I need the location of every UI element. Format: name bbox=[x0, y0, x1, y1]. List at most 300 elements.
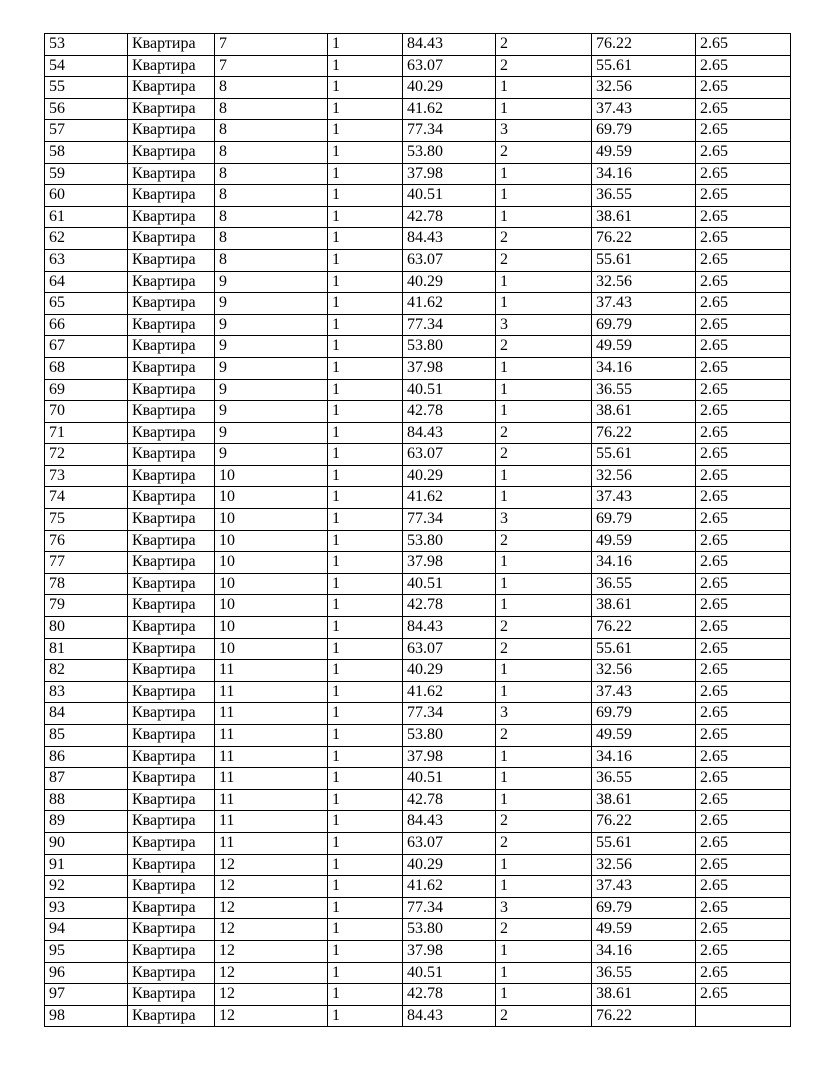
total-area-cell: 40.29 bbox=[403, 660, 496, 682]
table-row bbox=[45, 379, 791, 401]
row-number-cell: 85 bbox=[45, 725, 128, 747]
table-row bbox=[45, 962, 791, 984]
ceiling-height-cell: 2.65 bbox=[696, 55, 791, 77]
entrance-cell: 1 bbox=[328, 660, 403, 682]
living-area-cell: 38.61 bbox=[592, 789, 696, 811]
entrance-cell: 1 bbox=[328, 681, 403, 703]
rooms-count-cell: 1 bbox=[496, 660, 592, 682]
entrance-cell: 1 bbox=[328, 34, 403, 56]
rooms-count-cell: 1 bbox=[496, 768, 592, 790]
table-row bbox=[45, 746, 791, 768]
entrance-cell: 1 bbox=[328, 422, 403, 444]
ceiling-height-cell: 2.65 bbox=[696, 768, 791, 790]
object-type-cell: Квартира bbox=[128, 530, 215, 552]
row-number-cell: 65 bbox=[45, 293, 128, 315]
rooms-count-cell: 2 bbox=[496, 832, 592, 854]
living-area-cell: 36.55 bbox=[592, 768, 696, 790]
entrance-cell: 1 bbox=[328, 249, 403, 271]
living-area-cell: 69.79 bbox=[592, 897, 696, 919]
living-area-cell: 37.43 bbox=[592, 681, 696, 703]
entrance-cell: 1 bbox=[328, 573, 403, 595]
object-type-cell: Квартира bbox=[128, 1005, 215, 1027]
row-number-cell: 75 bbox=[45, 509, 128, 531]
ceiling-height-cell: 2.65 bbox=[696, 638, 791, 660]
entrance-cell: 1 bbox=[328, 789, 403, 811]
object-type-cell: Квартира bbox=[128, 336, 215, 358]
object-type-cell: Квартира bbox=[128, 573, 215, 595]
total-area-cell: 40.51 bbox=[403, 379, 496, 401]
object-type-cell: Квартира bbox=[128, 228, 215, 250]
floor-cell: 12 bbox=[215, 876, 328, 898]
total-area-cell: 42.78 bbox=[403, 206, 496, 228]
total-area-cell: 41.62 bbox=[403, 876, 496, 898]
object-type-cell: Квартира bbox=[128, 617, 215, 639]
ceiling-height-cell: 2.65 bbox=[696, 617, 791, 639]
rooms-count-cell: 1 bbox=[496, 595, 592, 617]
living-area-cell: 34.16 bbox=[592, 746, 696, 768]
entrance-cell: 1 bbox=[328, 617, 403, 639]
rooms-count-cell: 2 bbox=[496, 422, 592, 444]
rooms-count-cell: 1 bbox=[496, 98, 592, 120]
living-area-cell: 32.56 bbox=[592, 77, 696, 99]
rooms-count-cell: 2 bbox=[496, 1005, 592, 1027]
table-row bbox=[45, 681, 791, 703]
object-type-cell: Квартира bbox=[128, 832, 215, 854]
floor-cell: 10 bbox=[215, 552, 328, 574]
ceiling-height-cell: 2.65 bbox=[696, 487, 791, 509]
living-area-cell: 34.16 bbox=[592, 552, 696, 574]
object-type-cell: Квартира bbox=[128, 962, 215, 984]
living-area-cell: 49.59 bbox=[592, 530, 696, 552]
row-number-cell: 69 bbox=[45, 379, 128, 401]
living-area-cell: 55.61 bbox=[592, 249, 696, 271]
entrance-cell: 1 bbox=[328, 465, 403, 487]
table-row bbox=[45, 940, 791, 962]
row-number-cell: 62 bbox=[45, 228, 128, 250]
table-row bbox=[45, 725, 791, 747]
row-number-cell: 92 bbox=[45, 876, 128, 898]
total-area-cell: 40.51 bbox=[403, 573, 496, 595]
total-area-cell: 41.62 bbox=[403, 98, 496, 120]
entrance-cell: 1 bbox=[328, 487, 403, 509]
living-area-cell: 55.61 bbox=[592, 444, 696, 466]
row-number-cell: 68 bbox=[45, 357, 128, 379]
ceiling-height-cell: 2.65 bbox=[696, 357, 791, 379]
row-number-cell: 86 bbox=[45, 746, 128, 768]
table-row bbox=[45, 444, 791, 466]
floor-cell: 10 bbox=[215, 487, 328, 509]
table-row bbox=[45, 876, 791, 898]
object-type-cell: Квартира bbox=[128, 638, 215, 660]
row-number-cell: 88 bbox=[45, 789, 128, 811]
ceiling-height-cell: 2.65 bbox=[696, 746, 791, 768]
rooms-count-cell: 2 bbox=[496, 919, 592, 941]
total-area-cell: 77.34 bbox=[403, 314, 496, 336]
living-area-cell: 69.79 bbox=[592, 509, 696, 531]
living-area-cell: 76.22 bbox=[592, 617, 696, 639]
rooms-count-cell: 1 bbox=[496, 789, 592, 811]
ceiling-height-cell: 2.65 bbox=[696, 509, 791, 531]
living-area-cell: 36.55 bbox=[592, 379, 696, 401]
ceiling-height-cell: 2.65 bbox=[696, 336, 791, 358]
table-row bbox=[45, 552, 791, 574]
total-area-cell: 37.98 bbox=[403, 746, 496, 768]
total-area-cell: 84.43 bbox=[403, 228, 496, 250]
floor-cell: 8 bbox=[215, 141, 328, 163]
living-area-cell: 38.61 bbox=[592, 206, 696, 228]
row-number-cell: 90 bbox=[45, 832, 128, 854]
rooms-count-cell: 1 bbox=[496, 163, 592, 185]
object-type-cell: Квартира bbox=[128, 422, 215, 444]
entrance-cell: 1 bbox=[328, 919, 403, 941]
total-area-cell: 37.98 bbox=[403, 940, 496, 962]
object-type-cell: Квартира bbox=[128, 379, 215, 401]
floor-cell: 12 bbox=[215, 940, 328, 962]
ceiling-height-cell: 2.65 bbox=[696, 552, 791, 574]
row-number-cell: 91 bbox=[45, 854, 128, 876]
entrance-cell: 1 bbox=[328, 55, 403, 77]
floor-cell: 12 bbox=[215, 1005, 328, 1027]
floor-cell: 12 bbox=[215, 984, 328, 1006]
object-type-cell: Квартира bbox=[128, 595, 215, 617]
row-number-cell: 81 bbox=[45, 638, 128, 660]
floor-cell: 11 bbox=[215, 703, 328, 725]
row-number-cell: 73 bbox=[45, 465, 128, 487]
floor-cell: 7 bbox=[215, 34, 328, 56]
living-area-cell: 34.16 bbox=[592, 357, 696, 379]
entrance-cell: 1 bbox=[328, 984, 403, 1006]
rooms-count-cell: 2 bbox=[496, 141, 592, 163]
ceiling-height-cell: 2.65 bbox=[696, 984, 791, 1006]
ceiling-height-cell: 2.65 bbox=[696, 832, 791, 854]
entrance-cell: 1 bbox=[328, 746, 403, 768]
ceiling-height-cell bbox=[696, 1005, 791, 1027]
entrance-cell: 1 bbox=[328, 163, 403, 185]
table-row bbox=[45, 897, 791, 919]
rooms-count-cell: 2 bbox=[496, 336, 592, 358]
table-row bbox=[45, 422, 791, 444]
ceiling-height-cell: 2.65 bbox=[696, 120, 791, 142]
table-row bbox=[45, 336, 791, 358]
total-area-cell: 40.51 bbox=[403, 185, 496, 207]
ceiling-height-cell: 2.65 bbox=[696, 530, 791, 552]
table-row bbox=[45, 811, 791, 833]
floor-cell: 9 bbox=[215, 401, 328, 423]
floor-cell: 12 bbox=[215, 854, 328, 876]
total-area-cell: 37.98 bbox=[403, 552, 496, 574]
floor-cell: 9 bbox=[215, 422, 328, 444]
rooms-count-cell: 1 bbox=[496, 379, 592, 401]
object-type-cell: Квартира bbox=[128, 444, 215, 466]
row-number-cell: 70 bbox=[45, 401, 128, 423]
floor-cell: 9 bbox=[215, 379, 328, 401]
table-row bbox=[45, 271, 791, 293]
total-area-cell: 40.29 bbox=[403, 271, 496, 293]
floor-cell: 8 bbox=[215, 228, 328, 250]
rooms-count-cell: 1 bbox=[496, 77, 592, 99]
table-row bbox=[45, 789, 791, 811]
entrance-cell: 1 bbox=[328, 552, 403, 574]
ceiling-height-cell: 2.65 bbox=[696, 228, 791, 250]
living-area-cell: 36.55 bbox=[592, 573, 696, 595]
table-row bbox=[45, 919, 791, 941]
object-type-cell: Квартира bbox=[128, 811, 215, 833]
living-area-cell: 69.79 bbox=[592, 120, 696, 142]
table-row bbox=[45, 984, 791, 1006]
table-row bbox=[45, 249, 791, 271]
ceiling-height-cell: 2.65 bbox=[696, 249, 791, 271]
ceiling-height-cell: 2.65 bbox=[696, 185, 791, 207]
ceiling-height-cell: 2.65 bbox=[696, 141, 791, 163]
entrance-cell: 1 bbox=[328, 185, 403, 207]
total-area-cell: 42.78 bbox=[403, 984, 496, 1006]
ceiling-height-cell: 2.65 bbox=[696, 595, 791, 617]
living-area-cell: 55.61 bbox=[592, 55, 696, 77]
total-area-cell: 37.98 bbox=[403, 163, 496, 185]
entrance-cell: 1 bbox=[328, 638, 403, 660]
total-area-cell: 84.43 bbox=[403, 34, 496, 56]
total-area-cell: 84.43 bbox=[403, 811, 496, 833]
rooms-count-cell: 1 bbox=[496, 293, 592, 315]
living-area-cell: 76.22 bbox=[592, 34, 696, 56]
entrance-cell: 1 bbox=[328, 228, 403, 250]
total-area-cell: 53.80 bbox=[403, 919, 496, 941]
total-area-cell: 40.51 bbox=[403, 962, 496, 984]
total-area-cell: 41.62 bbox=[403, 681, 496, 703]
rooms-count-cell: 1 bbox=[496, 185, 592, 207]
rooms-count-cell: 2 bbox=[496, 725, 592, 747]
living-area-cell: 49.59 bbox=[592, 141, 696, 163]
table-row bbox=[45, 595, 791, 617]
row-number-cell: 83 bbox=[45, 681, 128, 703]
rooms-count-cell: 3 bbox=[496, 314, 592, 336]
row-number-cell: 77 bbox=[45, 552, 128, 574]
entrance-cell: 1 bbox=[328, 357, 403, 379]
row-number-cell: 93 bbox=[45, 897, 128, 919]
apartments-table-body bbox=[45, 34, 791, 1027]
rooms-count-cell: 1 bbox=[496, 962, 592, 984]
living-area-cell: 49.59 bbox=[592, 725, 696, 747]
object-type-cell: Квартира bbox=[128, 271, 215, 293]
total-area-cell: 42.78 bbox=[403, 789, 496, 811]
floor-cell: 11 bbox=[215, 789, 328, 811]
entrance-cell: 1 bbox=[328, 832, 403, 854]
ceiling-height-cell: 2.65 bbox=[696, 940, 791, 962]
row-number-cell: 71 bbox=[45, 422, 128, 444]
object-type-cell: Квартира bbox=[128, 34, 215, 56]
ceiling-height-cell: 2.65 bbox=[696, 271, 791, 293]
entrance-cell: 1 bbox=[328, 876, 403, 898]
total-area-cell: 53.80 bbox=[403, 336, 496, 358]
table-row bbox=[45, 185, 791, 207]
row-number-cell: 74 bbox=[45, 487, 128, 509]
object-type-cell: Квартира bbox=[128, 120, 215, 142]
living-area-cell: 36.55 bbox=[592, 962, 696, 984]
entrance-cell: 1 bbox=[328, 98, 403, 120]
entrance-cell: 1 bbox=[328, 725, 403, 747]
living-area-cell: 37.43 bbox=[592, 487, 696, 509]
table-row bbox=[45, 530, 791, 552]
rooms-count-cell: 1 bbox=[496, 876, 592, 898]
table-row bbox=[45, 34, 791, 56]
row-number-cell: 63 bbox=[45, 249, 128, 271]
table-row bbox=[45, 293, 791, 315]
row-number-cell: 53 bbox=[45, 34, 128, 56]
table-row bbox=[45, 401, 791, 423]
ceiling-height-cell: 2.65 bbox=[696, 98, 791, 120]
object-type-cell: Квартира bbox=[128, 984, 215, 1006]
living-area-cell: 69.79 bbox=[592, 314, 696, 336]
object-type-cell: Квартира bbox=[128, 357, 215, 379]
row-number-cell: 98 bbox=[45, 1005, 128, 1027]
entrance-cell: 1 bbox=[328, 401, 403, 423]
row-number-cell: 66 bbox=[45, 314, 128, 336]
entrance-cell: 1 bbox=[328, 962, 403, 984]
row-number-cell: 78 bbox=[45, 573, 128, 595]
entrance-cell: 1 bbox=[328, 509, 403, 531]
total-area-cell: 77.34 bbox=[403, 897, 496, 919]
entrance-cell: 1 bbox=[328, 854, 403, 876]
row-number-cell: 84 bbox=[45, 703, 128, 725]
rooms-count-cell: 2 bbox=[496, 55, 592, 77]
object-type-cell: Квартира bbox=[128, 293, 215, 315]
floor-cell: 10 bbox=[215, 638, 328, 660]
row-number-cell: 57 bbox=[45, 120, 128, 142]
row-number-cell: 80 bbox=[45, 617, 128, 639]
living-area-cell: 49.59 bbox=[592, 919, 696, 941]
rooms-count-cell: 2 bbox=[496, 34, 592, 56]
living-area-cell: 69.79 bbox=[592, 703, 696, 725]
total-area-cell: 40.51 bbox=[403, 768, 496, 790]
object-type-cell: Квартира bbox=[128, 919, 215, 941]
rooms-count-cell: 3 bbox=[496, 509, 592, 531]
row-number-cell: 58 bbox=[45, 141, 128, 163]
ceiling-height-cell: 2.65 bbox=[696, 465, 791, 487]
floor-cell: 12 bbox=[215, 897, 328, 919]
living-area-cell: 37.43 bbox=[592, 293, 696, 315]
floor-cell: 9 bbox=[215, 293, 328, 315]
rooms-count-cell: 1 bbox=[496, 984, 592, 1006]
entrance-cell: 1 bbox=[328, 768, 403, 790]
table-row bbox=[45, 465, 791, 487]
row-number-cell: 56 bbox=[45, 98, 128, 120]
living-area-cell: 32.56 bbox=[592, 854, 696, 876]
living-area-cell: 38.61 bbox=[592, 595, 696, 617]
row-number-cell: 94 bbox=[45, 919, 128, 941]
rooms-count-cell: 1 bbox=[496, 940, 592, 962]
entrance-cell: 1 bbox=[328, 271, 403, 293]
living-area-cell: 34.16 bbox=[592, 940, 696, 962]
object-type-cell: Квартира bbox=[128, 401, 215, 423]
object-type-cell: Квартира bbox=[128, 249, 215, 271]
floor-cell: 7 bbox=[215, 55, 328, 77]
entrance-cell: 1 bbox=[328, 77, 403, 99]
ceiling-height-cell: 2.65 bbox=[696, 681, 791, 703]
floor-cell: 9 bbox=[215, 357, 328, 379]
rooms-count-cell: 1 bbox=[496, 487, 592, 509]
rooms-count-cell: 1 bbox=[496, 681, 592, 703]
rooms-count-cell: 3 bbox=[496, 703, 592, 725]
floor-cell: 10 bbox=[215, 509, 328, 531]
object-type-cell: Квартира bbox=[128, 98, 215, 120]
object-type-cell: Квартира bbox=[128, 854, 215, 876]
entrance-cell: 1 bbox=[328, 444, 403, 466]
total-area-cell: 42.78 bbox=[403, 401, 496, 423]
object-type-cell: Квартира bbox=[128, 660, 215, 682]
living-area-cell: 38.61 bbox=[592, 401, 696, 423]
table-row bbox=[45, 509, 791, 531]
table-row bbox=[45, 206, 791, 228]
row-number-cell: 55 bbox=[45, 77, 128, 99]
floor-cell: 8 bbox=[215, 77, 328, 99]
ceiling-height-cell: 2.65 bbox=[696, 660, 791, 682]
entrance-cell: 1 bbox=[328, 379, 403, 401]
floor-cell: 10 bbox=[215, 617, 328, 639]
living-area-cell: 55.61 bbox=[592, 638, 696, 660]
rooms-count-cell: 2 bbox=[496, 249, 592, 271]
ceiling-height-cell: 2.65 bbox=[696, 401, 791, 423]
floor-cell: 10 bbox=[215, 465, 328, 487]
object-type-cell: Квартира bbox=[128, 897, 215, 919]
entrance-cell: 1 bbox=[328, 703, 403, 725]
table-row bbox=[45, 660, 791, 682]
floor-cell: 12 bbox=[215, 919, 328, 941]
living-area-cell: 32.56 bbox=[592, 465, 696, 487]
object-type-cell: Квартира bbox=[128, 768, 215, 790]
living-area-cell: 32.56 bbox=[592, 271, 696, 293]
object-type-cell: Квартира bbox=[128, 509, 215, 531]
row-number-cell: 87 bbox=[45, 768, 128, 790]
living-area-cell: 37.43 bbox=[592, 98, 696, 120]
total-area-cell: 40.29 bbox=[403, 77, 496, 99]
object-type-cell: Квартира bbox=[128, 487, 215, 509]
floor-cell: 11 bbox=[215, 725, 328, 747]
table-row bbox=[45, 55, 791, 77]
rooms-count-cell: 2 bbox=[496, 530, 592, 552]
row-number-cell: 95 bbox=[45, 940, 128, 962]
total-area-cell: 77.34 bbox=[403, 120, 496, 142]
table-row bbox=[45, 768, 791, 790]
table-row bbox=[45, 832, 791, 854]
ceiling-height-cell: 2.65 bbox=[696, 897, 791, 919]
total-area-cell: 84.43 bbox=[403, 422, 496, 444]
rooms-count-cell: 2 bbox=[496, 444, 592, 466]
table-row bbox=[45, 1005, 791, 1027]
entrance-cell: 1 bbox=[328, 141, 403, 163]
floor-cell: 10 bbox=[215, 530, 328, 552]
ceiling-height-cell: 2.65 bbox=[696, 876, 791, 898]
living-area-cell: 76.22 bbox=[592, 1005, 696, 1027]
floor-cell: 11 bbox=[215, 768, 328, 790]
entrance-cell: 1 bbox=[328, 811, 403, 833]
row-number-cell: 64 bbox=[45, 271, 128, 293]
table-row bbox=[45, 141, 791, 163]
floor-cell: 8 bbox=[215, 185, 328, 207]
ceiling-height-cell: 2.65 bbox=[696, 703, 791, 725]
floor-cell: 9 bbox=[215, 314, 328, 336]
object-type-cell: Квартира bbox=[128, 206, 215, 228]
row-number-cell: 79 bbox=[45, 595, 128, 617]
row-number-cell: 89 bbox=[45, 811, 128, 833]
row-number-cell: 54 bbox=[45, 55, 128, 77]
entrance-cell: 1 bbox=[328, 336, 403, 358]
total-area-cell: 42.78 bbox=[403, 595, 496, 617]
floor-cell: 9 bbox=[215, 444, 328, 466]
rooms-count-cell: 3 bbox=[496, 120, 592, 142]
floor-cell: 8 bbox=[215, 120, 328, 142]
living-area-cell: 38.61 bbox=[592, 984, 696, 1006]
living-area-cell: 76.22 bbox=[592, 811, 696, 833]
